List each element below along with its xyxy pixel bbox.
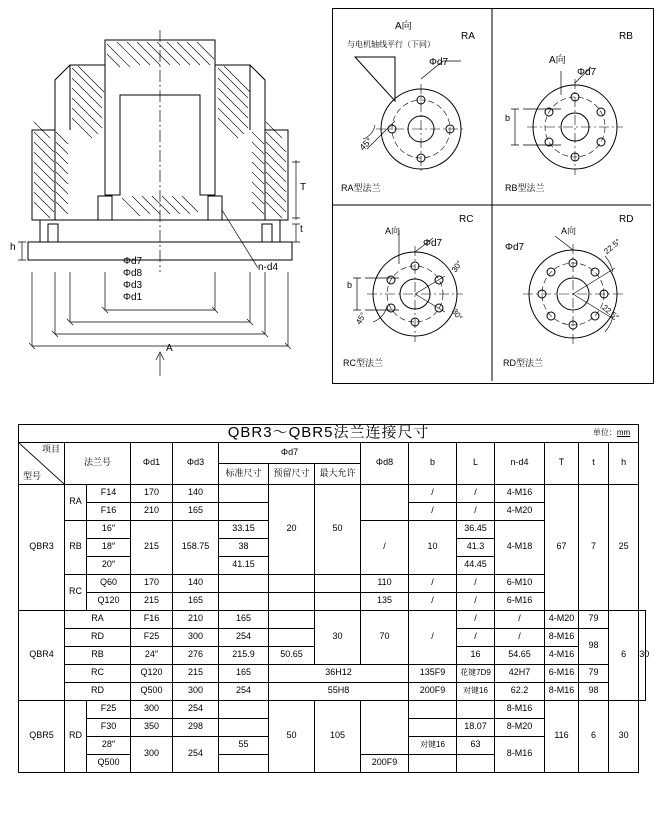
panel-RD xyxy=(493,206,651,381)
panel-RD-angle-1: 22.5° xyxy=(602,237,623,256)
cell-d7std xyxy=(219,754,269,772)
cell-d7std: 38 xyxy=(219,538,269,556)
cell-b: / xyxy=(457,628,495,646)
cell-T: 98 xyxy=(579,682,609,700)
panel-RD-view-label: A向 xyxy=(561,226,577,236)
header-flange-no: 法兰号 xyxy=(65,442,131,484)
panel-RC-angle-3: 30° xyxy=(449,306,465,323)
type-RA: RA xyxy=(65,610,131,628)
table-row xyxy=(19,664,646,682)
type-RC: RC xyxy=(65,664,131,682)
cell-no: F16 xyxy=(87,502,131,520)
cell-d7std xyxy=(269,610,315,628)
table-title-row xyxy=(19,425,646,443)
label-phi-d3: Φd3 xyxy=(123,280,143,291)
flange-dimension-table xyxy=(18,424,650,773)
cell-L: 18.07 xyxy=(457,718,495,736)
cell-T: 98 xyxy=(579,628,609,664)
dimension-table-wrap xyxy=(18,424,650,773)
cell-d3: 140 xyxy=(173,574,219,592)
cell-d7std: 41.15 xyxy=(219,556,269,574)
panel-RA xyxy=(333,9,492,205)
header-nd4: n-d4 xyxy=(495,442,545,484)
type-RC: RC xyxy=(65,574,87,610)
cell-no: F25 xyxy=(87,700,131,718)
label-n-d4: n-d4 xyxy=(258,262,279,273)
label-phi-d1: Φd1 xyxy=(123,292,143,303)
table-row xyxy=(19,610,646,628)
table-header-row-1 xyxy=(19,442,646,463)
panel-RC-corner-label: RC xyxy=(459,214,474,225)
panel-RC-svg xyxy=(333,206,492,381)
cell-d7std: 55 xyxy=(219,736,269,754)
panel-RA-note: 与电机轴线平行（下同） xyxy=(347,40,435,49)
panel-RB xyxy=(493,9,651,205)
cell-d8: / xyxy=(361,520,409,574)
cell-d7std xyxy=(219,502,269,520)
cell-d7std xyxy=(219,700,269,718)
panel-RA-svg xyxy=(333,9,492,205)
header-d7-std: 标准尺寸 xyxy=(219,463,269,484)
cell-L: / xyxy=(495,628,545,646)
header-d7-max: 最大允许 xyxy=(315,463,361,484)
unit-value: mm xyxy=(616,427,631,437)
cell-no: Q120 xyxy=(131,664,173,682)
cell-T: 67 xyxy=(545,484,579,610)
cell-d3: 254 xyxy=(219,628,269,646)
header-d7-group: Φd7 xyxy=(219,442,361,463)
cell-d1: 300 xyxy=(131,700,173,718)
cell-L: 41.3 xyxy=(457,538,495,556)
cell-no: F16 xyxy=(131,610,173,628)
label-T: T xyxy=(300,182,307,193)
panel-RD-svg xyxy=(493,206,651,381)
cell-L xyxy=(457,754,495,772)
cell-d7std xyxy=(269,628,315,646)
cell-d7std: 50.65 xyxy=(269,646,315,664)
header-d1: Φd1 xyxy=(131,442,173,484)
header-d8: Φd8 xyxy=(361,442,409,484)
section-view-svg xyxy=(10,10,330,385)
panel-RC-dim-label: Φd7 xyxy=(423,238,443,249)
cell-d7res xyxy=(269,592,315,610)
cell-no: 18″ xyxy=(87,538,131,556)
cell-d7std: 55H8 xyxy=(269,682,409,700)
cell-d3: 298 xyxy=(173,718,219,736)
table-row xyxy=(19,700,646,718)
cell-d1: 215 xyxy=(131,520,173,574)
cell-h: 25 xyxy=(609,484,639,610)
cell-nd4: 8-M16 xyxy=(545,628,579,646)
cell-nd4: 4-M16 xyxy=(495,484,545,502)
cell-d1: 170 xyxy=(131,484,173,502)
cell-L: / xyxy=(457,592,495,610)
panel-RB-view-label: A向 xyxy=(549,55,566,66)
panel-RC-angle-1: 45° xyxy=(354,311,368,326)
header-h: h xyxy=(609,442,639,484)
type-RB: RB xyxy=(65,646,131,664)
label-phi-d8: Φd8 xyxy=(123,268,143,279)
cell-no: 24″ xyxy=(131,646,173,664)
cell-d8 xyxy=(361,700,409,754)
cell-d7max: 50 xyxy=(315,484,361,574)
cell-d7max: 105 xyxy=(315,700,361,772)
cell-d1: 215 xyxy=(131,592,173,610)
cell-T: 79 xyxy=(579,664,609,682)
cell-nd4: 4-M18 xyxy=(495,520,545,574)
header-d3: Φd3 xyxy=(173,442,219,484)
panel-RC-view-label: A向 xyxy=(385,226,401,236)
corner-header-cell xyxy=(19,442,65,484)
cell-d7std: 33.15 xyxy=(219,520,269,538)
cell-d7max: 70 xyxy=(361,610,409,664)
cell-d1: 215 xyxy=(173,664,219,682)
cell-d1: 210 xyxy=(131,502,173,520)
cell-b: / xyxy=(409,484,457,502)
panel-RB-svg xyxy=(493,9,651,205)
cell-L: / xyxy=(457,574,495,592)
panel-RD-corner-label: RD xyxy=(619,214,634,225)
panel-RD-angle-2: 22.5° xyxy=(600,303,621,322)
panel-RB-corner-label: RB xyxy=(619,31,633,42)
corner-header-bottom: 型号 xyxy=(23,470,42,481)
model-QBR4: QBR4 xyxy=(19,610,65,700)
label-A-arrow: A xyxy=(166,343,173,354)
cell-no: 20″ xyxy=(87,556,131,574)
panel-RC-angle-2: 30° xyxy=(449,258,465,275)
cell-no: Q120 xyxy=(87,592,131,610)
cell-d7std xyxy=(219,574,269,592)
cell-d7res: 20 xyxy=(269,484,315,574)
cell-b xyxy=(409,754,457,772)
cell-d1: 300 xyxy=(131,736,173,772)
panel-RC-side-label: b xyxy=(347,280,353,290)
cell-nd4: 8-M16 xyxy=(495,736,545,772)
cell-no: Q500 xyxy=(87,754,131,772)
model-QBR3: QBR3 xyxy=(19,484,65,610)
cell-h: 30 xyxy=(639,610,646,700)
cell-d3: 165 xyxy=(219,610,269,628)
flange-views-grid xyxy=(332,8,654,384)
cell-d8: 200F9 xyxy=(409,682,457,700)
type-RB: RB xyxy=(65,520,87,574)
panel-RA-angle-label: 45° xyxy=(357,135,375,153)
header-t: t xyxy=(579,442,609,484)
header-b: b xyxy=(409,442,457,484)
cell-d7max xyxy=(315,592,361,610)
panel-RC-caption: RC型法兰 xyxy=(343,358,383,368)
model-QBR5: QBR5 xyxy=(19,700,65,772)
cell-d8: 110 xyxy=(361,574,409,592)
cell-b xyxy=(409,718,457,736)
cell-d7max xyxy=(315,574,361,592)
cell-L: / xyxy=(495,610,545,628)
cell-d8: 200F9 xyxy=(361,754,409,772)
panel-RA-dim-label: Φd7 xyxy=(429,57,449,68)
type-RD: RD xyxy=(65,628,131,646)
unit-label: 单位： xyxy=(592,427,617,437)
cell-nd4: 4-M20 xyxy=(495,502,545,520)
cell-d1: 300 xyxy=(173,628,219,646)
cell-nd4: 6-M16 xyxy=(495,592,545,610)
header-T: T xyxy=(545,442,579,484)
corner-header-top: 项目 xyxy=(41,443,60,454)
cell-b: / xyxy=(409,574,457,592)
cell-L: 62.2 xyxy=(495,682,545,700)
cell-d3: 165 xyxy=(173,592,219,610)
type-RD: RD xyxy=(65,700,87,772)
cell-d7std xyxy=(219,484,269,502)
cell-d3: 254 xyxy=(219,682,269,700)
cell-no: F30 xyxy=(87,718,131,736)
cell-b: 10 xyxy=(409,520,457,574)
panel-RD-caption: RD型法兰 xyxy=(503,358,543,368)
table-title: QBR3～QBR5法兰连接尺寸 xyxy=(227,424,430,441)
panel-RA-caption: RA型法兰 xyxy=(341,183,381,193)
cell-d1: 300 xyxy=(173,682,219,700)
cell-T: 79 xyxy=(579,610,609,628)
cell-d7std: 36H12 xyxy=(269,664,409,682)
cell-b: / xyxy=(457,610,495,628)
cell-t: 6 xyxy=(579,700,609,772)
cell-d1: 350 xyxy=(131,718,173,736)
cell-no: 28″ xyxy=(87,736,131,754)
panel-RB-caption: RB型法兰 xyxy=(505,183,545,193)
cell-nd4: 6-M16 xyxy=(545,664,579,682)
cell-d7res xyxy=(269,574,315,592)
cell-d8: / xyxy=(409,610,457,664)
cell-b: 花键7D9 xyxy=(457,664,495,682)
cell-b: 16 xyxy=(457,646,495,664)
label-phi-d7: Φd7 xyxy=(123,256,143,267)
cell-nd4: 4-M16 xyxy=(545,646,579,664)
cell-nd4: 6-M10 xyxy=(495,574,545,592)
cell-b xyxy=(409,700,457,718)
cell-d3: 254 xyxy=(173,736,219,772)
cell-T: 116 xyxy=(545,700,579,772)
cell-nd4: 8-M20 xyxy=(495,718,545,736)
cell-b: / xyxy=(409,592,457,610)
cell-d8: 135 xyxy=(361,592,409,610)
type-RD: RD xyxy=(65,682,131,700)
header-d7-reserve: 预留尺寸 xyxy=(269,463,315,484)
cell-t: 6 xyxy=(609,610,639,700)
cell-nd4: 8-M16 xyxy=(545,682,579,700)
cell-L: / xyxy=(457,502,495,520)
cell-d7std xyxy=(219,718,269,736)
table-row xyxy=(19,682,646,700)
cell-nd4: 8-M16 xyxy=(495,700,545,718)
panel-RB-side-label: b xyxy=(505,113,511,123)
cell-nd4: 4-M20 xyxy=(545,610,579,628)
cell-b: 对键16 xyxy=(409,736,457,754)
cell-t: 7 xyxy=(579,484,609,610)
cell-d1: 210 xyxy=(173,610,219,628)
panel-RA-corner-label: RA xyxy=(461,31,475,42)
cell-no: F25 xyxy=(131,628,173,646)
cell-no: Q60 xyxy=(87,574,131,592)
cell-h: 30 xyxy=(609,700,639,772)
cell-L: 44.45 xyxy=(457,556,495,574)
cell-d7res: 30 xyxy=(315,610,361,664)
cell-d7res: 50 xyxy=(269,700,315,772)
cell-d7std xyxy=(219,592,269,610)
panel-RB-dim-label: Φd7 xyxy=(577,67,597,78)
panel-RC xyxy=(333,206,492,381)
cell-d1: 276 xyxy=(173,646,219,664)
cell-L: 54.65 xyxy=(495,646,545,664)
cell-L xyxy=(457,700,495,718)
header-L: L xyxy=(457,442,495,484)
table-unit xyxy=(593,429,630,438)
cell-d1: 170 xyxy=(131,574,173,592)
cell-L: 63 xyxy=(457,736,495,754)
label-t: t xyxy=(300,224,303,235)
panel-RA-view-label: A向 xyxy=(395,21,412,32)
cell-b: 对键16 xyxy=(457,682,495,700)
cell-d3: 140 xyxy=(173,484,219,502)
cell-d8 xyxy=(361,484,409,520)
cell-L: / xyxy=(457,484,495,502)
cell-L: 36.45 xyxy=(457,520,495,538)
type-RA: RA xyxy=(65,484,87,520)
table-title-cell xyxy=(19,425,639,443)
cell-L: 42H7 xyxy=(495,664,545,682)
cell-d3: 254 xyxy=(173,700,219,718)
label-h: h xyxy=(10,242,16,253)
section-view-assembly xyxy=(10,10,330,385)
cell-d8: 135F9 xyxy=(409,664,457,682)
cell-no: F14 xyxy=(87,484,131,502)
cell-d3: 158.75 xyxy=(173,520,219,574)
panel-RD-dim-label: Φd7 xyxy=(505,242,525,253)
cell-no: Q500 xyxy=(131,682,173,700)
cell-b: / xyxy=(409,502,457,520)
cell-d3: 215.9 xyxy=(219,646,269,664)
cell-no: 16″ xyxy=(87,520,131,538)
cell-d3: 165 xyxy=(219,664,269,682)
cell-d3: 165 xyxy=(173,502,219,520)
table-row xyxy=(19,484,646,502)
